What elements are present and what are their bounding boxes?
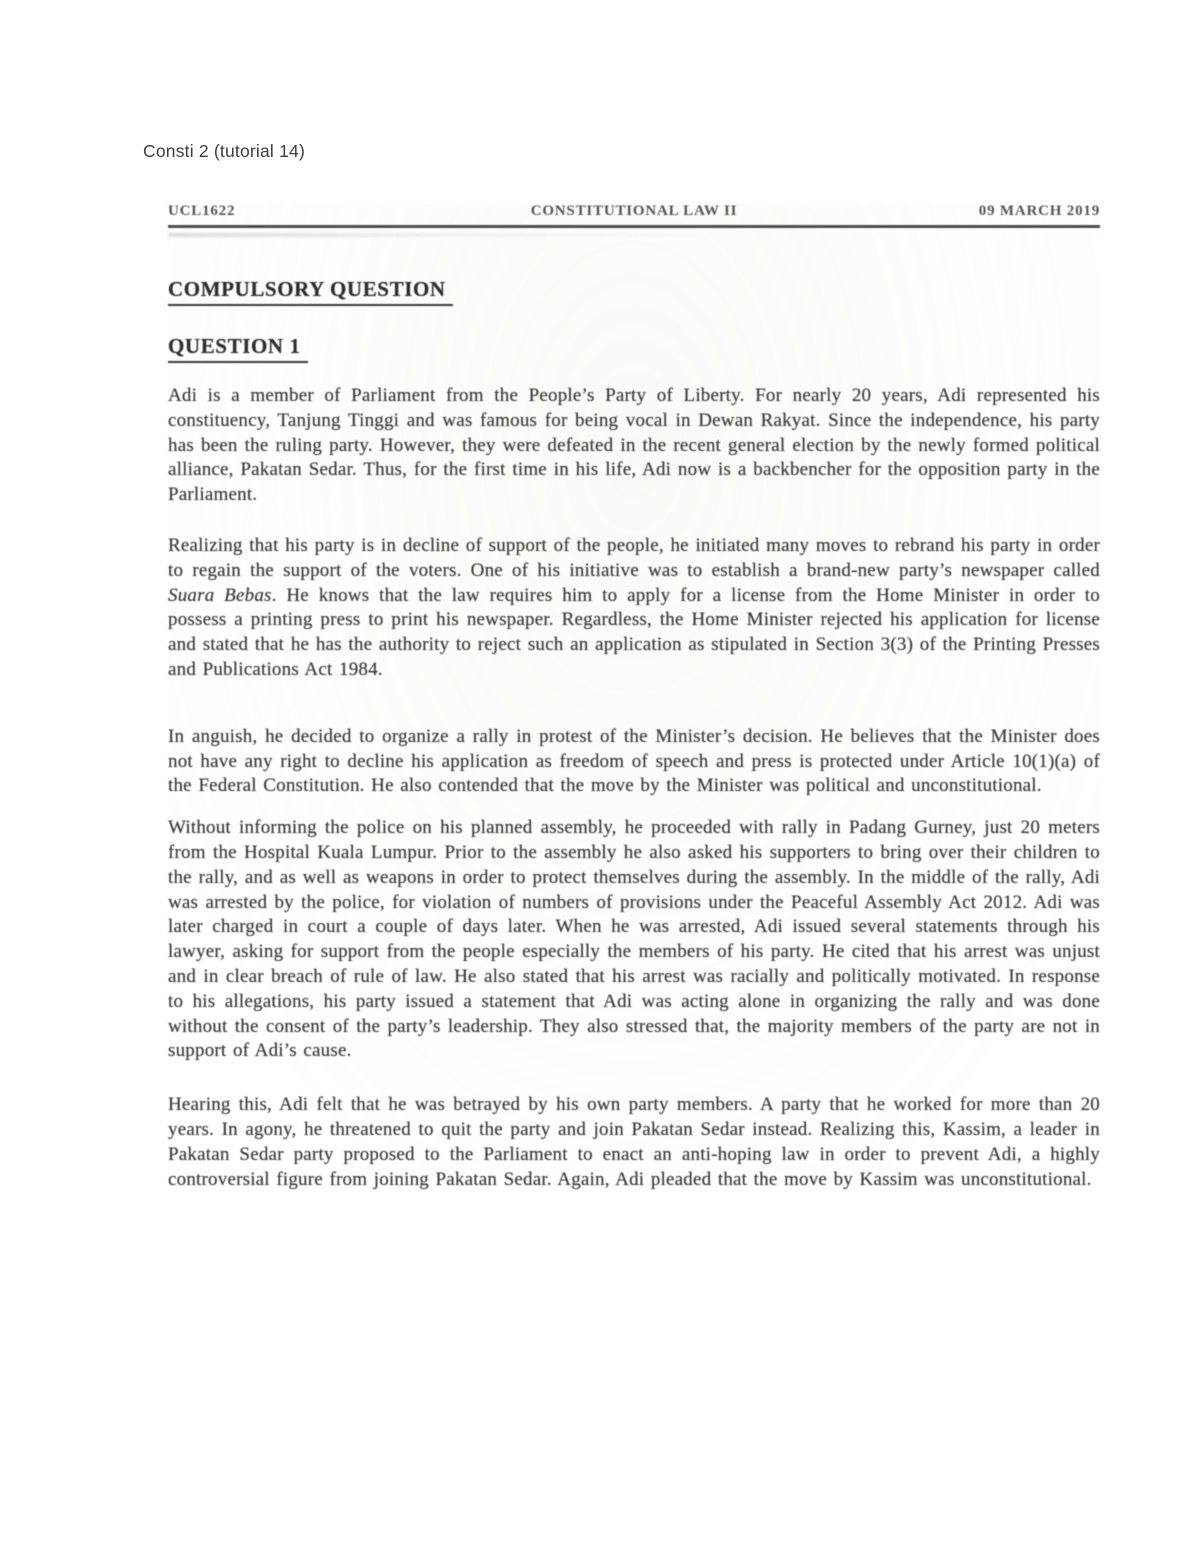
question-heading: QUESTION 1 <box>168 334 308 363</box>
paragraph-5: Hearing this, Adi felt that he was betrayed by his own party members. A party that he worked for more than 20 years. In agony, he threatened to quit the party and join Pakatan Sedar instead. Realizing this, Kassim, a leader in Pakatan Sedar party proposed to the Parliament to enact an anti-hoping law in order to prevent Adi, a highly controversial figure from joining Pakatan Sedar. Again, Adi pleaded that the move by Kassim was unconstitutional. <box>168 1094 1100 1190</box>
paragraph-3: In anguish, he decided to organize a rally in protest of the Minister’s decision. He believes that the Minister does not have any right to decline his application as freedom of speech and press is protected under Article 10(1)(a) of the Federal Constitution. He also contended that the move by the Minister was political and unconstitutional. <box>168 725 1100 797</box>
paragraph-4: Without informing the police on his planned assembly, he proceeded with rally in Padang Gurney, just 20 meters from the Hospital Kuala Lumpur. Prior to the assembly he also asked his supporters to bring over their children to the rally, and as well as weapons in order to protect themselves during the assembly. In the middle of the rally, Adi was arrested by the police, for violation of numbers of provisions under the Peaceful Assembly Act 2012. Adi was later charged in court a couple of days later. When he was arrested, Adi issued several statements through his lawyer, asking for support from the people especially the members of his party. He cited that his arrest was unjust and in clear breach of rule of law. He also stated that his arrest was racially and politically motivated. In response to his allegations, his party issued a statement that Adi was acting alone in organizing the rally and was done without the consent of the party’s leadership. They also stressed that, the majority members of the party are not in support of Adi’s cause. <box>168 817 1100 1062</box>
scan-artifact-line <box>168 233 709 237</box>
paragraph-1: Adi is a member of Parliament from the People’s Party of Liberty. For nearly 20 years, Adi represented his constituency, Tanjung Tinggi and was famous for being vocal in Dewan Rakyat. Since the independence, his party has been the ruling party. However, they were defeated in the recent general election by the newly formed political alliance, Pakatan Sedar. Thus, for the first time in his life, Adi now is a backbencher for the opposition party in the Parliament. <box>168 385 1100 506</box>
document-date: 09 MARCH 2019 <box>978 203 1100 219</box>
document-note-title: Consti 2 (tutorial 14) <box>143 141 305 161</box>
paragraph-2-text-continued: . He knows that the law requires him to apply for a license from the Home Minister in order to possess a printing press to print his newspaper. Regardless, the Home Minister rejected his application for license and stated that he has the authority to reject such an application as stipulated in Section 3(3) of the Printing Presses and Publications Act 1984. <box>168 584 1100 680</box>
paragraph-2 <box>168 534 1100 683</box>
document-header <box>168 203 1100 228</box>
section-heading: COMPULSORY QUESTION <box>168 277 453 306</box>
scanned-document <box>168 203 1100 1192</box>
course-code: UCL1622 <box>168 203 236 219</box>
document-title: CONSTITUTIONAL LAW II <box>530 203 738 219</box>
newspaper-name-italic: Suara Bebas <box>168 584 272 606</box>
paragraph-2-text: Realizing that his party is in decline of support of the people, he initiated many moves to rebrand his party in order to regain the support of the voters. One of his initiative was to establish a brand-new party’s newspaper called <box>168 534 1100 581</box>
